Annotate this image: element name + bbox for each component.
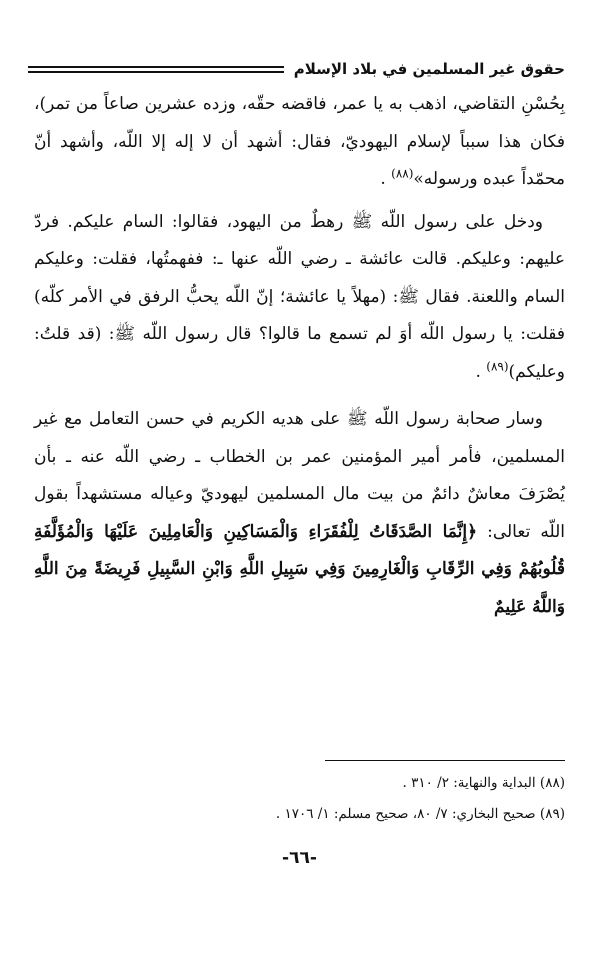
paragraph-2-tail: . xyxy=(475,361,487,382)
paragraph-3 xyxy=(34,401,565,626)
running-header xyxy=(28,54,571,84)
footnote-ref-89: (٨٩) xyxy=(486,358,509,373)
header-rule xyxy=(28,66,284,73)
paragraph-1-tail: . xyxy=(380,169,392,189)
footnote-89: (٨٩) صحيح البخاري: ٧/ ٨٠، صحيح مسلم: ١/ ١٧٠٦ . xyxy=(275,806,565,822)
paragraph-1-text: بِحُسْنِ التقاضي، اذهب به يا عمر، فاقضه حقّه، وزده عشرين صاعاً من تمر)، فكان هذا سبباً لإسلام اليهوديّ، فقال: أشهد أن لا إله إلا اللّه، وأشهد أنّ محمّداً عبده ورسوله» xyxy=(34,94,565,189)
page-number: -٦٦- xyxy=(282,848,317,868)
paragraph-3-text: وسار صحابة رسول اللّه ﷺ على هديه الكريم في حسن التعامل مع غير المسلمين، فأمر أمير المؤمنين عمر بن الخطاب ـ رضي اللّه عنه ـ بأن يُصْرَفَ معاشٌ دائمٌ من بيت مال المسلمين ليهوديّ وعياله مستشهداً بقول اللّه تعالى: xyxy=(34,409,565,542)
quran-verse: ﴿إِنَّمَا الصَّدَقَاتُ لِلْفُقَرَاءِ وَالْمَسَاكِينِ وَالْعَامِلِينَ عَلَيْهَا وَالْمُؤَلَّفَةِ قُلُوبُهُمْ وَفِي الرِّقَابِ وَالْغَارِمِينَ وَفِي سَبِيلِ اللَّهِ وَابْنِ السَّبِيلِ فَرِيضَةً مِنَ اللَّهِ وَاللَّهُ عَلِيمٌ xyxy=(34,521,565,617)
paragraph-2 xyxy=(34,204,565,392)
paragraph-1 xyxy=(34,86,565,199)
footnote-ref-88: (٨٨) xyxy=(391,166,414,181)
paragraph-2-text: ودخل على رسول اللّه ﷺ رهطٌ من اليهود، فقالوا: السام عليكم. فردّ عليهم: وعليكم. قالت عائشة ـ رضي اللّه عنها ـ: ففهمتُها، فقلت: وعليكم السام واللعنة. فقال ﷺ: (مهلاً يا عائشة؛ إنّ اللّه يحبُّ الرفق في الأمر كلّه) فقلت: يا رسول اللّه أوَ لم تسمع ما قالوا؟ قال رسول اللّه ﷺ: (قد قلتُ: وعليكم) xyxy=(34,211,565,382)
footnotes xyxy=(34,768,565,830)
body-text xyxy=(34,86,565,631)
footnote-separator xyxy=(325,760,565,761)
header-title: حقوق غير المسلمين في بلاد الإسلام xyxy=(293,60,565,78)
footnote-88: (٨٨) البداية والنهاية: ٢/ ٣١٠ . xyxy=(402,775,565,791)
